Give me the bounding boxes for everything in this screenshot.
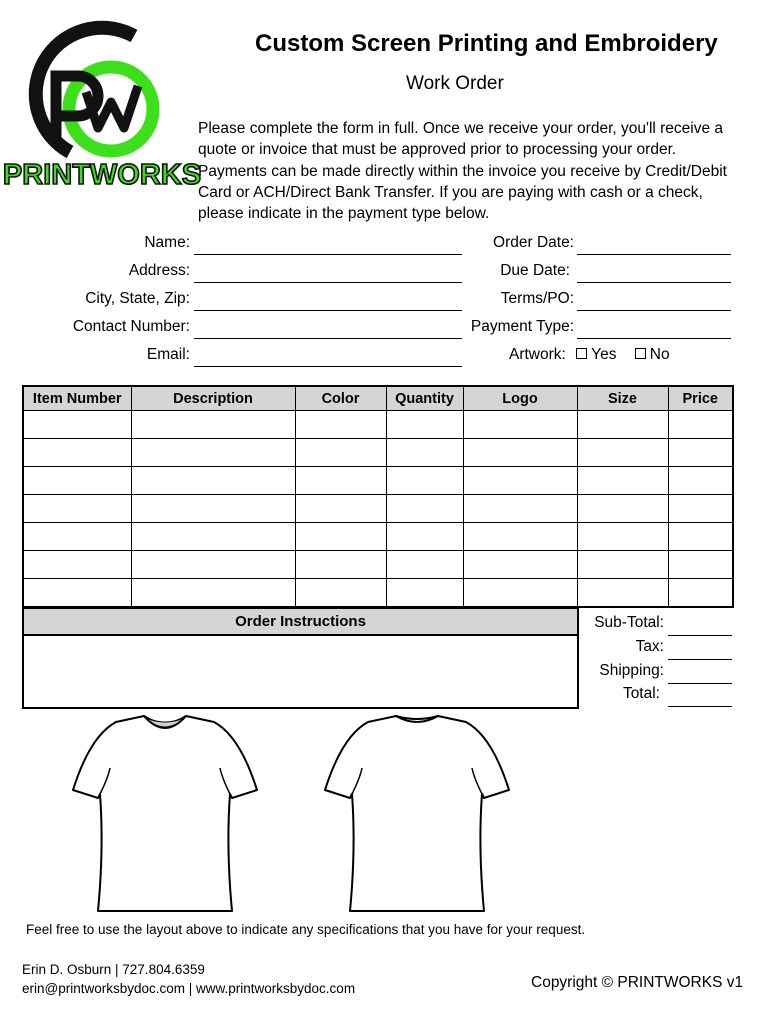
copyright-notice: Copyright © PRINTWORKS v1 [531,974,744,991]
table-cell[interactable] [463,411,577,439]
table-cell[interactable] [131,523,295,551]
artwork-no-label: No [649,346,670,363]
table-cell[interactable] [463,551,577,579]
table-row [23,411,733,439]
table-cell[interactable] [23,551,131,579]
table-cell[interactable] [295,495,386,523]
table-row [23,495,733,523]
table-cell[interactable] [668,551,733,579]
table-cell[interactable] [463,579,577,608]
page-subtitle: Work Order [406,73,504,94]
table-cell[interactable] [295,579,386,608]
table-cell[interactable] [463,467,577,495]
table-cell[interactable] [131,411,295,439]
table-cell[interactable] [295,411,386,439]
table-cell[interactable] [295,551,386,579]
specifications-note: Feel free to use the layout above to indicate any specifications that you have for your request. [26,922,586,937]
artwork-yes-label: Yes [591,346,617,363]
terms-po-field[interactable] [577,309,731,311]
column-header: Size [577,386,668,411]
address-field[interactable] [194,281,462,283]
due-date-label: Due Date: [500,262,570,279]
table-cell[interactable] [463,523,577,551]
table-header-row [23,386,733,411]
items-table [22,385,734,608]
contact-email-website: erin@printworksbydoc.com | www.printworksbydoc.com [22,981,356,996]
table-cell[interactable] [577,551,668,579]
due-date-field[interactable] [577,281,731,283]
contact-number-field[interactable] [194,337,462,339]
name-label: Name: [144,234,190,251]
table-cell[interactable] [386,523,463,551]
table-cell[interactable] [386,411,463,439]
table-row [23,467,733,495]
email-field[interactable] [194,365,462,367]
table-row [23,523,733,551]
table-cell[interactable] [295,467,386,495]
contact-number-label: Contact Number: [72,318,190,335]
artwork-label: Artwork: [509,346,566,363]
column-header: Description [131,386,295,411]
table-cell[interactable] [668,467,733,495]
table-cell[interactable] [23,411,131,439]
table-cell[interactable] [23,439,131,467]
table-cell[interactable] [23,523,131,551]
table-cell[interactable] [463,495,577,523]
table-cell[interactable] [668,411,733,439]
table-cell[interactable] [386,579,463,608]
brand-wordmark: PRINTWORKS [2,159,202,191]
terms-po-label: Terms/PO: [500,290,574,307]
artwork-yes-checkbox[interactable] [576,348,587,359]
table-cell[interactable] [23,467,131,495]
order-instructions-label: Order Instructions [24,609,577,636]
table-cell[interactable] [295,439,386,467]
tshirt-front-outline[interactable] [70,708,260,913]
table-cell[interactable] [386,467,463,495]
city-state-zip-label: City, State, Zip: [85,290,190,307]
artwork-row [509,346,670,364]
page-title: Custom Screen Printing and Embroidery [255,30,718,57]
contact-name-phone: Erin D. Osburn | 727.804.6359 [22,962,205,977]
table-cell[interactable] [131,439,295,467]
address-label: Address: [128,262,190,279]
tax-field[interactable] [668,658,732,660]
table-cell[interactable] [386,495,463,523]
shipping-field[interactable] [668,682,732,684]
column-header: Logo [463,386,577,411]
table-cell[interactable] [463,439,577,467]
table-cell[interactable] [577,579,668,608]
email-label: Email: [146,346,190,363]
column-header: Item Number [23,386,131,411]
table-cell[interactable] [131,579,295,608]
tshirt-back-outline[interactable] [322,708,512,913]
column-header: Price [668,386,733,411]
table-cell[interactable] [577,523,668,551]
table-cell[interactable] [668,495,733,523]
table-cell[interactable] [577,439,668,467]
order-date-field[interactable] [577,253,731,255]
payment-type-field[interactable] [577,337,731,339]
intro-text: Please complete the form in full. Once we receive your order, you'll receive a quote or invoice that must be approved prior to processing your order. Payments can be made directly within the invoice you receive by Credit/Debit Card or ACH/Direct Bank Transfer. If you are paying with cash or a check, please indicate in the payment type below. [198,120,727,223]
table-cell[interactable] [23,579,131,608]
subtotal-label: Sub-Total: [594,614,664,631]
table-cell[interactable] [386,439,463,467]
payment-type-label: Payment Type: [470,318,574,335]
table-cell[interactable] [23,495,131,523]
table-cell[interactable] [668,579,733,608]
name-field[interactable] [194,253,462,255]
order-instructions-box[interactable] [22,607,579,709]
shipping-label: Shipping: [599,662,664,679]
tax-label: Tax: [635,638,664,655]
printworks-logo [2,24,202,192]
table-cell[interactable] [577,495,668,523]
table-cell[interactable] [295,523,386,551]
table-cell[interactable] [668,523,733,551]
table-cell[interactable] [577,411,668,439]
table-cell[interactable] [131,495,295,523]
city-state-zip-field[interactable] [194,309,462,311]
table-cell[interactable] [668,439,733,467]
contact-info [22,960,355,998]
column-header: Color [295,386,386,411]
table-cell[interactable] [386,551,463,579]
total-label: Total: [622,685,660,702]
table-cell[interactable] [131,551,295,579]
order-date-label: Order Date: [493,234,574,251]
table-row [23,439,733,467]
table-cell[interactable] [577,467,668,495]
table-row [23,579,733,608]
subtotal-field[interactable] [668,634,732,636]
column-header: Quantity [386,386,463,411]
table-cell[interactable] [131,467,295,495]
artwork-no-checkbox[interactable] [635,348,646,359]
total-field[interactable] [668,705,732,707]
table-row [23,551,733,579]
